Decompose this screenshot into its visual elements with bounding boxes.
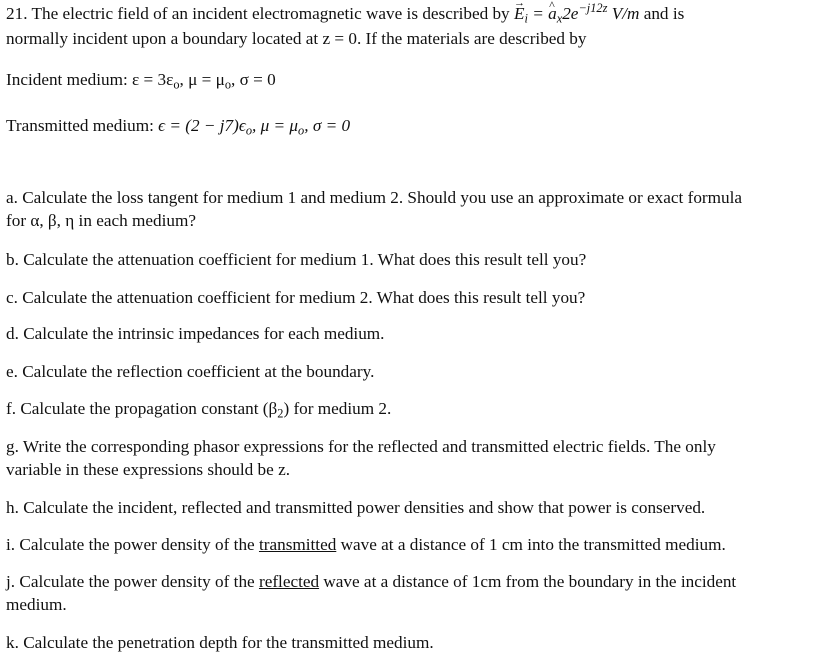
question-j-tail: wave at a distance of 1cm from the boundary in the incident: [323, 572, 737, 591]
question-a-line-2: for α, β, η in each medium?: [6, 211, 196, 230]
question-j-underlined: reflected: [258, 572, 320, 591]
question-d: d. Calculate the intrinsic impedances for each medium.: [6, 324, 385, 343]
field-exponent: −j12z: [578, 1, 608, 16]
transmitted-medium: [6, 115, 350, 137]
question-e: [6, 361, 374, 383]
incident-medium-eps: Incident medium: ε = 3ε: [6, 70, 174, 89]
question-i-text: i. Calculate the power density of the: [6, 535, 255, 554]
sub-o: o: [298, 123, 305, 138]
transmitted-mu: , μ = μ: [252, 116, 299, 135]
unit-vector-sub-x: x: [556, 11, 563, 26]
question-j-line-2: medium.: [6, 595, 67, 614]
transmitted-medium-equation: [158, 116, 351, 138]
question-k: k. Calculate the penetration depth for the transmitted medium.: [6, 633, 434, 652]
question-a-line-1: a. Calculate the loss tangent for medium 1 and medium 2. Should you use an approximate or exact formula: [6, 188, 743, 207]
incident-medium-mu: , μ = μ: [179, 70, 225, 89]
question-i-tail: wave at a distance of 1 cm into the transmitted medium.: [340, 535, 726, 554]
incident-medium-sigma: , σ = 0: [231, 70, 276, 89]
problem-intro-line-2: normally incident upon a boundary located at z = 0. If the materials are described by: [6, 29, 587, 48]
sub-o: o: [173, 77, 180, 92]
problem-intro-line-1: [6, 3, 684, 25]
field-vector-e: → E: [514, 3, 525, 25]
incident-field-equation: → $E_i$ = ^ $a_x2e^{-j12z}$ V/m: [514, 4, 644, 23]
question-i-underlined: transmitted: [258, 535, 337, 554]
question-h: h. Calculate the incident, reflected and transmitted power densities and show that power is conserved.: [6, 498, 706, 517]
field-sub-i: i: [524, 11, 528, 26]
problem-intro-tail: and is: [643, 4, 685, 23]
unit-vector-a: ^ a: [548, 3, 557, 25]
sub-o: o: [245, 123, 252, 138]
question-i: [6, 534, 726, 556]
question-e-text: e. Calculate the reflection coefficient at the boundary.: [6, 362, 375, 381]
beta-sub-2: 2: [277, 406, 284, 421]
question-g-line-2: variable in these expressions should be z.: [6, 460, 290, 479]
transmitted-sigma: , σ = 0: [304, 116, 351, 135]
field-coefficient: 2e: [562, 4, 579, 23]
question-g-line-1: g. Write the corresponding phasor expressions for the reflected and transmitted electric fields. The only: [6, 437, 716, 456]
question-f: [6, 398, 391, 420]
incident-medium: [6, 69, 276, 91]
question-c: c. Calculate the attenuation coefficient for medium 2. What does this result tell you?: [6, 288, 586, 307]
transmitted-medium-label: Transmitted medium:: [6, 116, 154, 135]
problem-intro-text: The electric field of an incident electromagnetic wave is described by: [31, 4, 510, 23]
question-j-line-1: [6, 571, 736, 593]
problem-number: 21.: [6, 4, 28, 23]
question-f-tail: ) for medium 2.: [283, 399, 392, 418]
field-unit: V/m: [611, 4, 640, 23]
question-j-text: j. Calculate the power density of the: [6, 572, 255, 591]
transmitted-eps: ϵ = (2 − j7)ϵ: [158, 116, 246, 135]
sub-o: o: [224, 77, 232, 92]
question-b: b. Calculate the attenuation coefficient for medium 1. What does this result tell you?: [6, 250, 587, 269]
question-f-text: f. Calculate the propagation constant (β: [6, 399, 278, 418]
